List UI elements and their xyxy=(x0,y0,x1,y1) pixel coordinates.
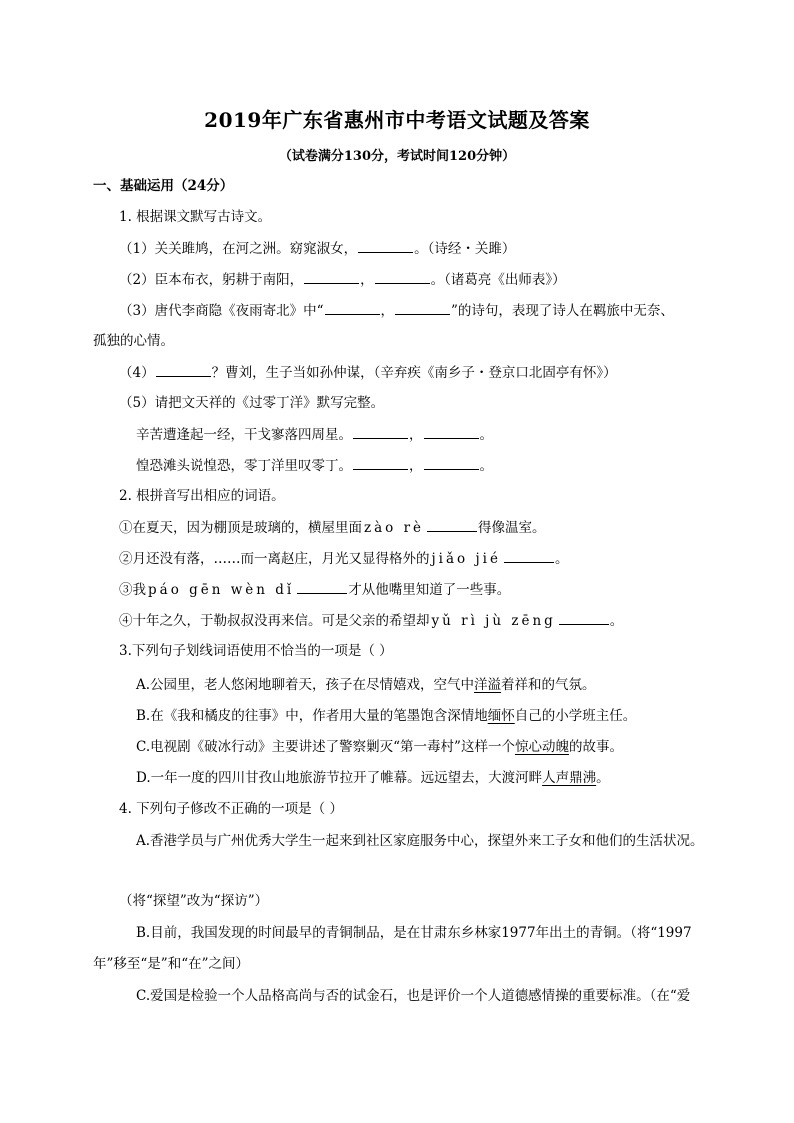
q2-item2 xyxy=(119,548,568,569)
option-text: 。 xyxy=(596,770,610,786)
q2-text: 。 xyxy=(609,613,624,629)
underlined-word: 洋溢 xyxy=(474,677,502,693)
pinyin: zào rè xyxy=(364,520,425,536)
q2-item4 xyxy=(119,610,623,631)
option-text: 自己的小学班主任。 xyxy=(514,708,637,724)
q4-option-b: B.目前，我国发现的时间最早的青铜制品，是在甘肃东乡林家1977年出土的青铜。（将“1997 xyxy=(136,925,692,941)
pinyin: páo gēn wèn dǐ xyxy=(148,582,295,598)
q1-item2 xyxy=(119,269,566,290)
q1-item2-text: （2）臣本布衣，躬耕于南阳， xyxy=(119,272,304,288)
q1-item4 xyxy=(119,362,617,383)
q4-option-a-note: （将“探望”改为“探访”） xyxy=(119,893,269,909)
q1-item1 xyxy=(119,238,515,259)
q1-item3-cont: 孤独的心情。 xyxy=(93,333,174,349)
q1-item3-text: （3）唐代李商隐《夜雨寄北》中“ xyxy=(119,303,324,319)
q4-option-c: C.爱国是检验一个人品格高尚与否的试金石，也是评价一个人道德感情操的重要标准。（在“爱 xyxy=(136,988,691,1004)
page-subtitle: （试卷满分130分，考试时间120分钟） xyxy=(278,149,516,164)
q3-option-b xyxy=(136,706,636,726)
punct: ， xyxy=(380,303,394,319)
answer-blank[interactable] xyxy=(353,424,408,439)
page-title: 2019年广东省惠州市中考语文试题及答案 xyxy=(204,108,590,132)
option-text: B.在《我和橘皮的往事》中，作者用大量的笔墨饱含深情地 xyxy=(136,708,488,724)
option-text: D.一年一度的四川甘孜山地旅游节拉开了帷幕。远远望去，大渡河畔 xyxy=(136,770,543,786)
underlined-word: 缅怀 xyxy=(487,708,515,724)
answer-blank[interactable] xyxy=(325,300,380,315)
q1-item3 xyxy=(119,300,674,321)
q3-option-d xyxy=(136,768,610,788)
option-text: 的故事。 xyxy=(568,739,623,755)
answer-blank[interactable] xyxy=(559,610,609,625)
answer-blank[interactable] xyxy=(375,269,430,284)
q1-item1-text: （1）关关雎鸠，在河之洲。窈窕淑女， xyxy=(119,241,358,257)
answer-blank[interactable] xyxy=(358,238,413,253)
section-heading: 一、基础运用（24分） xyxy=(93,178,234,194)
poem-line: 辛苦遭逢起一经，干戈寥落四周星。 xyxy=(136,427,352,443)
answer-blank[interactable] xyxy=(297,579,347,594)
q1-item5: （5）请把文天祥的《过零丁洋》默写完整。 xyxy=(119,395,385,411)
answer-blank[interactable] xyxy=(304,269,359,284)
q3-stem: 3.下列句子划线词语使用不恰当的一项是（ ） xyxy=(119,643,393,659)
q2-item1 xyxy=(119,517,546,538)
punct: ， xyxy=(409,427,423,443)
q2-text: ④十年之久，于勒叔叔没再来信。可是父亲的希望却 xyxy=(119,613,430,629)
punct: 。 xyxy=(479,458,493,474)
q2-text: ③我 xyxy=(119,582,146,598)
answer-blank[interactable] xyxy=(427,517,477,532)
q1-stem: 1. 根据课文默写古诗文。 xyxy=(119,209,272,225)
q3-option-c xyxy=(136,737,623,757)
option-text: C.电视剧《破冰行动》主要讲述了警察剿灭“第一毒村”这样一个 xyxy=(136,739,515,755)
q2-stem: 2. 根拼音写出相应的词语。 xyxy=(119,488,285,504)
q3-option-a xyxy=(136,675,596,695)
q1-item1-source: 。（诗经・关雎） xyxy=(414,241,516,257)
option-text: 着祥和的气氛。 xyxy=(501,677,596,693)
q2-text: 。 xyxy=(554,551,569,567)
answer-blank[interactable] xyxy=(395,300,450,315)
q2-text: ②月还没有落，……而一离赵庄，月光又显得格外的 xyxy=(119,551,430,567)
pinyin: jiǎo jié xyxy=(431,551,501,567)
underlined-word: 惊心动魄 xyxy=(514,739,569,755)
q1-item5-line2 xyxy=(136,455,493,476)
q1-item5-line1 xyxy=(136,424,493,445)
answer-blank[interactable] xyxy=(353,455,408,470)
q2-text: ①在夏天，因为棚顶是玻璃的，横屋里面 xyxy=(119,520,362,536)
punct: ， xyxy=(360,272,374,288)
pinyin: yǔ rì jù zēng xyxy=(431,613,556,629)
q1-item4-num: （4） xyxy=(119,365,155,381)
q1-item4-text: ？曹刘，生子当如孙仲谋，（辛弃疾《南乡子・登京口北固亭有怀》） xyxy=(211,365,617,381)
q2-item3 xyxy=(119,579,510,600)
answer-blank[interactable] xyxy=(156,362,211,377)
answer-blank[interactable] xyxy=(424,455,479,470)
q1-item3-rest: ”的诗句，表现了诗人在羁旅中无奈、 xyxy=(451,303,674,319)
option-text: A.公园里，老人悠闲地聊着天，孩子在尽情嬉戏，空气中 xyxy=(136,677,475,693)
underlined-word: 人声鼎沸 xyxy=(542,770,597,786)
q4-option-a: A.香港学员与广州优秀大学生一起来到社区家庭服务中心，探望外来工子女和他们的生活状况。 xyxy=(136,833,704,849)
answer-blank[interactable] xyxy=(424,424,479,439)
punct: 。 xyxy=(479,427,493,443)
q4-option-b-cont: 年”移至“是”和“在”之间） xyxy=(93,956,250,972)
punct: ， xyxy=(409,458,423,474)
q2-text: 得像温室。 xyxy=(478,520,546,536)
poem-line: 惶恐滩头说惶恐，零丁洋里叹零丁。 xyxy=(136,458,352,474)
q1-item2-source: 。（诸葛亮《出师表》） xyxy=(430,272,566,288)
q2-text: 才从他嘴里知道了一些事。 xyxy=(348,582,511,598)
q4-stem: 4. 下列句子修改不正确的一项是（ ） xyxy=(119,801,343,817)
answer-blank[interactable] xyxy=(504,548,554,563)
